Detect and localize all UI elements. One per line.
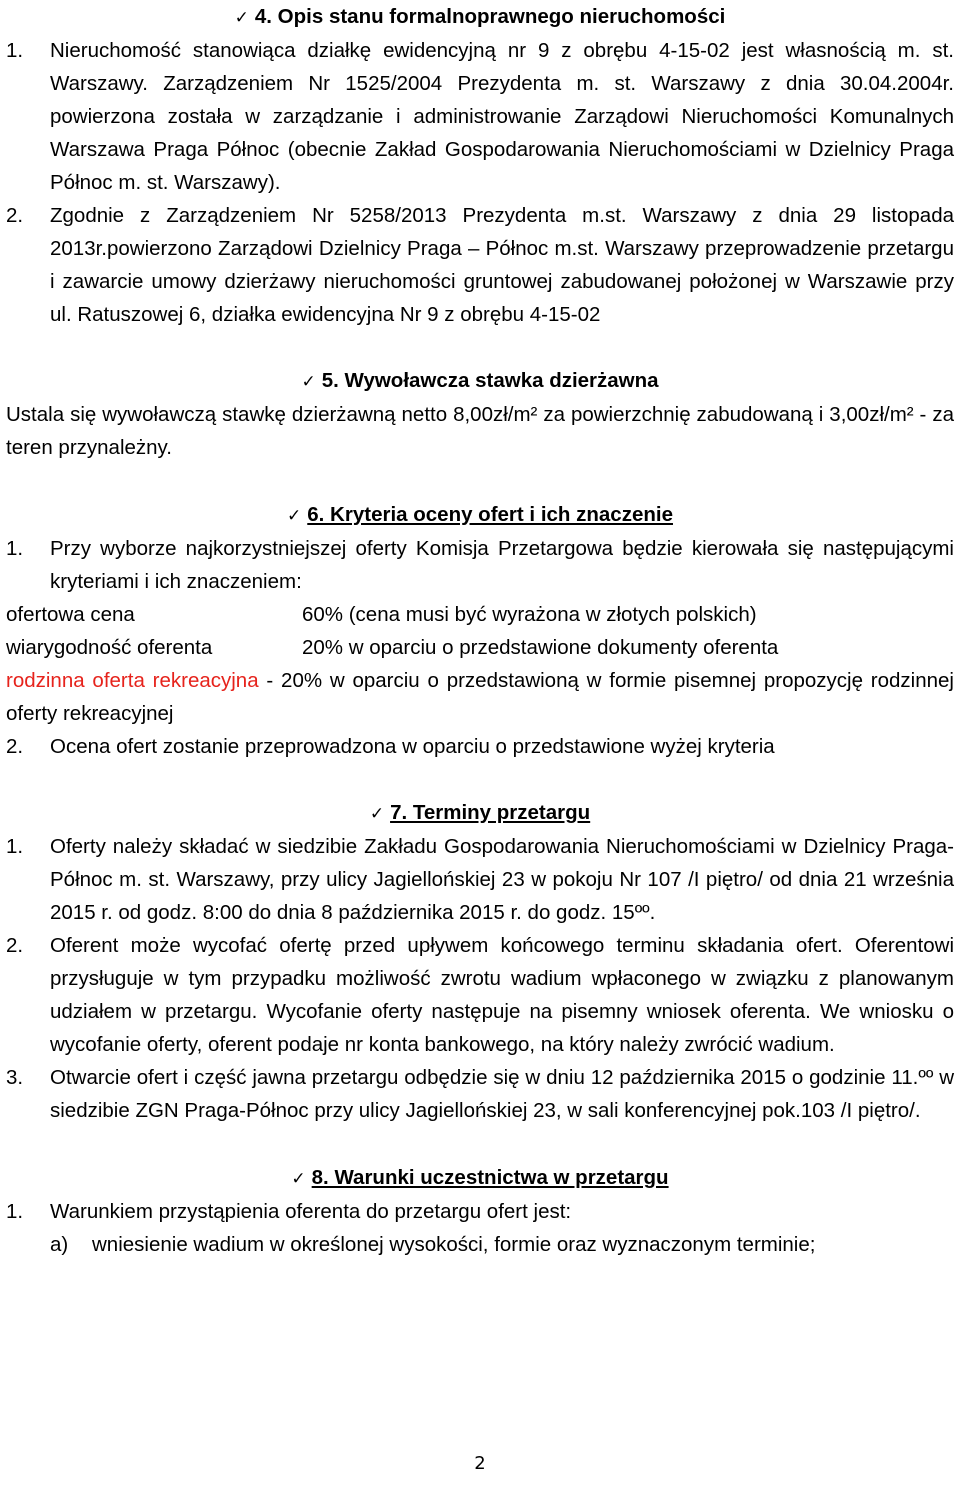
item-number: 1. xyxy=(6,835,24,858)
section-7-item xyxy=(6,830,954,929)
item-number: 2. xyxy=(6,204,24,227)
item-number: 3. xyxy=(6,1066,24,1089)
section-8-heading xyxy=(6,1161,954,1195)
item-text: Zgodnie z Zarządzeniem Nr 5258/2013 Prezydenta m.st. Warszawy z dnia 29 listopada 2013r.powierzono Zarządowi Dzielnicy Praga – Północ m.st. Warszawy przeprowadzenie przetargu i zawarcie umowy dzierżawy nieruchomości gruntowej zabudowanej położonej w Warszawie przy ul. Ratuszowej 6, działka ewidencyjna Nr 9 z obrębu 4-15-02 xyxy=(50,204,954,326)
section-8-subitem xyxy=(6,1228,954,1261)
item-number: 2. xyxy=(6,735,24,758)
section-8-item xyxy=(6,1195,954,1228)
item-text: Warunkiem przystąpienia oferenta do przetargu ofert jest: xyxy=(50,1200,572,1223)
section-4-item xyxy=(6,34,954,199)
item-number: 1. xyxy=(6,537,24,560)
section-8-heading-text: 8. Warunki uczestnictwa w przetargu xyxy=(311,1166,669,1189)
criterion-family-name: rodzinna oferta rekreacyjna xyxy=(6,669,259,692)
section-5-heading xyxy=(6,364,954,398)
checkmark-icon: ✓ xyxy=(301,372,316,391)
item-number: 1. xyxy=(6,39,24,62)
item-text: Przy wyborze najkorzystniejszej oferty Komisja Przetargowa będzie kierowała się następującymi kryteriami i ich znaczeniem: xyxy=(50,537,954,593)
criterion-value: 20% w oparciu o przedstawione dokumenty oferenta xyxy=(302,636,779,659)
item-text: Oferty należy składać w siedzibie Zakładu Gospodarowania Nieruchomościami w Dzielnicy Praga-Północ m. st. Warszawy, przy ulicy Jagiellońskiej 23 w pokoju Nr 107 /I piętro/ od dnia 21 września 2015 r. od godz. 8:00 do dnia 8 października 2015 r. do godz. 15ºº. xyxy=(50,835,954,924)
spacer xyxy=(6,1127,954,1161)
item-text: Oferent może wycofać ofertę przed upływem końcowego terminu składania ofert. Oferentowi przysługuje w tym przypadku możliwość zwrotu wadium wpłaconego w związku z planowanym udziałem w przetargu. Wycofanie oferty następuje na pisemny wniosek oferenta. We wniosku o wycofanie oferty, oferent podaje nr konta bankowego, na który należy zwrócić wadium. xyxy=(50,934,954,1056)
section-6-item xyxy=(6,532,954,598)
section-5-heading-text: 5. Wywoławcza stawka dzierżawna xyxy=(321,369,659,392)
checkmark-icon: ✓ xyxy=(287,506,302,525)
section-4-heading-text: 4. Opis stanu formalnoprawnego nieruchomości xyxy=(254,5,726,28)
section-4-item xyxy=(6,199,954,331)
subitem-text: wniesienie wadium w określonej wysokości, formie oraz wyznaczonym terminie; xyxy=(92,1233,816,1256)
item-number: 1. xyxy=(6,1200,24,1223)
section-6-heading-text: 6. Kryteria oceny ofert i ich znaczenie xyxy=(307,503,673,526)
subitem-label: a) xyxy=(50,1233,69,1256)
spacer xyxy=(6,331,954,364)
section-7-item xyxy=(6,929,954,1061)
section-7-heading xyxy=(6,796,954,830)
spacer xyxy=(6,464,954,498)
criterion-row xyxy=(6,631,954,664)
item-text: Nieruchomość stanowiąca działkę ewidencyjną nr 9 z obrębu 4-15-02 jest własnością m. st. Warszawy. Zarządzeniem Nr 1525/2004 Prezydenta m. st. Warszawy z dnia 30.04.2004r. powierzona została w zarządzanie i administrowanie Zarządowi Nieruchomości Komunalnych Warszawa Praga Północ (obecnie Zakład Gospodarowania Nieruchomościami w Dzielnicy Praga Północ m. st. Warszawy). xyxy=(50,39,954,194)
item-text: Otwarcie ofert i część jawna przetargu odbędzie się w dniu 12 października 2015 o godzinie 11.ºº w siedzibie ZGN Praga-Północ przy ulicy Jagiellońskiej 23, w sali konferencyjnej pok.103 /I piętro/. xyxy=(50,1066,954,1122)
section-6-item xyxy=(6,730,954,763)
section-7-heading-text: 7. Terminy przetargu xyxy=(390,801,591,824)
criterion-name: wiarygodność oferenta xyxy=(6,636,213,659)
checkmark-icon: ✓ xyxy=(369,804,385,823)
spacer xyxy=(6,763,954,796)
section-4-heading xyxy=(6,0,954,34)
section-7-item xyxy=(6,1061,954,1127)
item-text: Ocena ofert zostanie przeprowadzona w oparciu o przedstawione wyżej kryteria xyxy=(50,735,775,758)
checkmark-icon: ✓ xyxy=(291,1169,306,1188)
criterion-row xyxy=(6,598,954,631)
criterion-value: 60% (cena musi być wyrażona w złotych polskich) xyxy=(302,603,757,626)
section-5-text: Ustala się wywoławczą stawkę dzierżawną netto 8,00zł/m² za powierzchnię zabudowaną i 3,00zł/m² - za teren przynależny. xyxy=(6,403,954,459)
criterion-family-offer xyxy=(6,664,954,730)
page-number: 2 xyxy=(474,1453,486,1474)
item-number: 2. xyxy=(6,934,24,957)
checkmark-icon: ✓ xyxy=(234,8,249,27)
criterion-name: ofertowa cena xyxy=(6,603,135,626)
section-6-heading xyxy=(6,498,954,532)
criterion-family-value: - 20% w oparciu o przedstawioną w formie pisemnej propozycję rodzinnej oferty rekreacyjnej xyxy=(6,669,954,725)
